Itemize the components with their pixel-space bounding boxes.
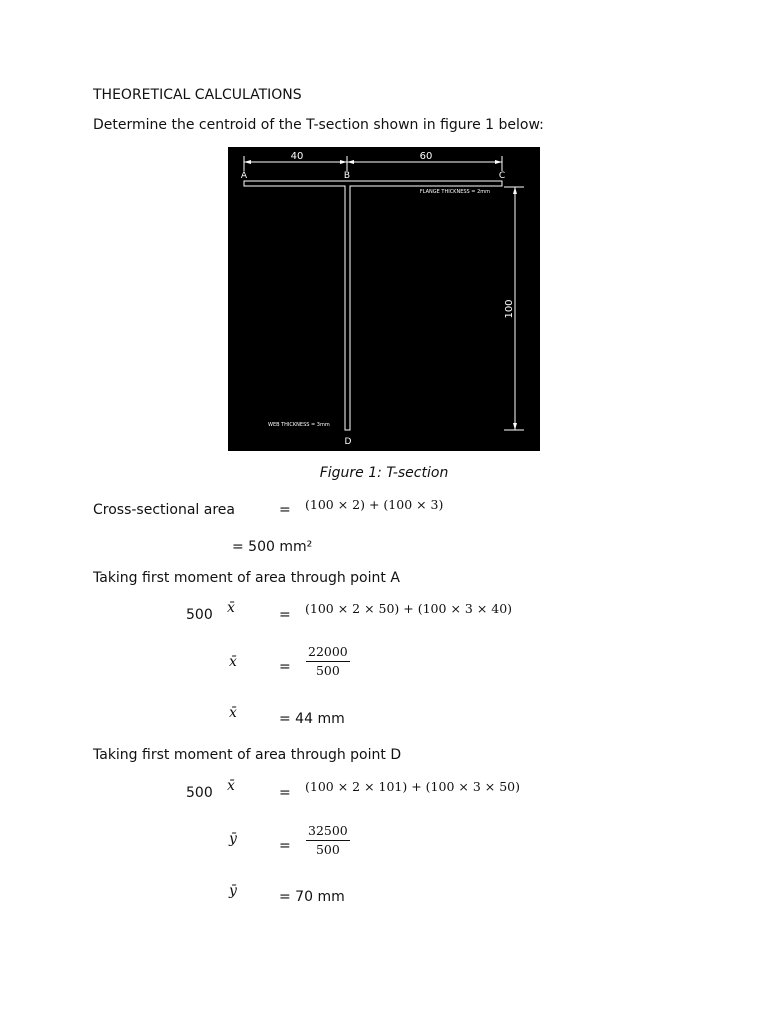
moment-a-expression: (100 × 2 × 50) + (100 × 3 × 40)	[305, 601, 513, 616]
dim-left-label: 40	[290, 151, 304, 162]
moment-a-var-2: x̄	[229, 654, 237, 670]
dim-height-label: 100	[504, 299, 515, 319]
t-section-diagram	[228, 147, 540, 451]
section-heading: THEORETICAL CALCULATIONS	[93, 87, 302, 103]
web-thickness-note: WEB THICKNESS = 3mm	[268, 422, 330, 428]
moment-d-var-2: ȳ	[229, 831, 237, 847]
area-result: = 500 mm²	[232, 539, 313, 555]
dim-right-label: 60	[419, 151, 433, 162]
moment-a-label: Taking first moment of area through point A	[93, 570, 400, 586]
area-expression: (100 × 2) + (100 × 3)	[305, 497, 444, 512]
flange-thickness-note: FLANGE THICKNESS = 2mm	[419, 189, 490, 195]
moment-d-denominator: 500	[315, 842, 340, 857]
moment-d-coef: 500	[186, 785, 213, 801]
point-a-label: A	[240, 171, 248, 181]
moment-d-result: = 70 mm	[279, 889, 345, 905]
moment-d-expression: (100 × 2 × 101) + (100 × 3 × 50)	[305, 779, 520, 794]
moment-a-equals-2: =	[279, 659, 291, 675]
figure-caption: Figure 1: T-section	[319, 465, 449, 481]
point-b-label: B	[343, 171, 351, 181]
moment-a-equals: =	[279, 607, 291, 623]
moment-d-numerator: 32500	[306, 824, 350, 841]
moment-d-equals-2: =	[279, 838, 291, 854]
point-c-label: C	[498, 171, 506, 181]
moment-a-numerator: 22000	[306, 645, 350, 662]
moment-d-var: x̄	[227, 778, 235, 794]
area-equals: =	[279, 502, 291, 518]
moment-a-var-3: x̄	[229, 705, 237, 721]
point-d-label: D	[344, 437, 352, 447]
moment-d-equals: =	[279, 785, 291, 801]
t-section-figure	[228, 147, 540, 451]
moment-a-result: = 44 mm	[279, 711, 345, 727]
figure-background	[228, 147, 540, 451]
moment-a-fraction	[306, 645, 350, 678]
moment-d-fraction	[306, 824, 350, 857]
moment-a-var: x̄	[227, 600, 235, 616]
moment-a-coef: 500	[186, 607, 213, 623]
area-label: Cross-sectional area	[93, 502, 235, 518]
moment-d-var-3: ȳ	[229, 883, 237, 899]
moment-d-label: Taking first moment of area through point D	[93, 747, 402, 763]
intro-text: Determine the centroid of the T-section shown in figure 1 below:	[93, 117, 544, 133]
moment-a-denominator: 500	[315, 663, 340, 678]
